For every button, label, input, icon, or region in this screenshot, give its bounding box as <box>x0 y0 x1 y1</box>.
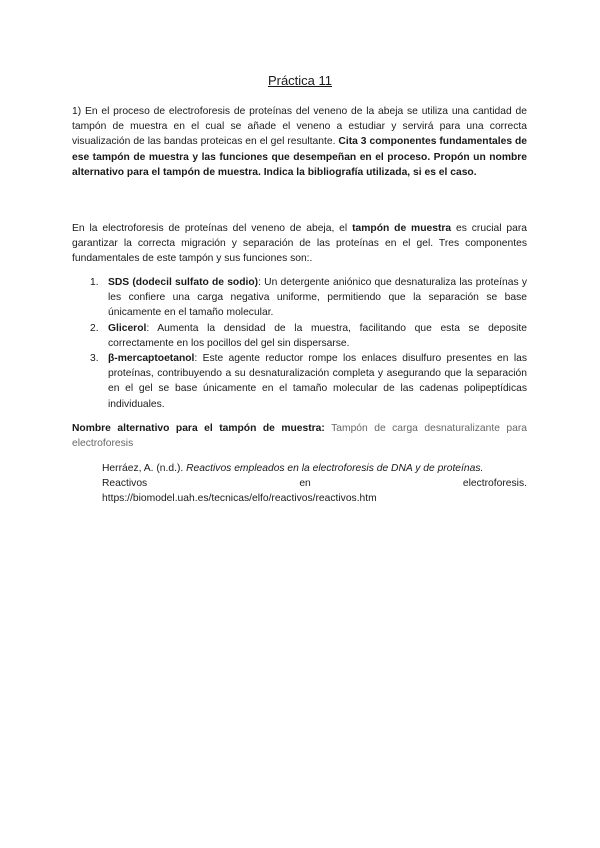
question-paragraph <box>72 104 527 180</box>
page-title: Práctica 11 <box>267 73 333 88</box>
reference-title: Reactivos empleados en la electroforesis de DNA y de proteínas. <box>186 463 484 474</box>
reference-word-1: Reactivos <box>102 478 148 490</box>
answer-intro-bold: tampón de muestra <box>352 223 452 234</box>
list-item-number: 1. <box>90 277 99 288</box>
reference-line-1 <box>102 461 527 476</box>
reference-url[interactable]: https://biomodel.uah.es/tecnicas/elfo/reactivos/reactivos.htm <box>102 493 377 505</box>
list-item <box>72 321 527 351</box>
component-description: : Este agente reductor rompe los enlaces disulfuro presentes en las proteínas, contribuyendo a su desnaturalización completa y asegurando que la separación en el gel se base únicamente en el tamaño molecular de las cadenas polipeptídicas individuales. <box>108 353 527 410</box>
reference-word-3: electroforesis. <box>462 478 527 490</box>
reference-word-2: en <box>299 478 311 490</box>
component-name: Glicerol <box>108 322 147 334</box>
answer-intro-paragraph <box>72 221 527 267</box>
answer-intro-part1: En la electroforesis de proteínas del veneno de abeja, el <box>72 223 353 234</box>
question-text: 1) En el proceso de electroforesis de proteínas del veneno de la abeja se utiliza una cantidad de tampón de muestra en el cual se añade el veneno a estudiar y servirá para una correcta visualización de las bandas proteicas en el gel resultante. <box>72 106 527 148</box>
component-name: SDS (dodecil sulfato de sodio) <box>108 277 259 288</box>
alternative-name-label: Nombre alternativo para el tampón de muestra: <box>72 423 325 434</box>
list-item-number: 3. <box>90 353 99 365</box>
component-description: : Un detergente aniónico que desnaturaliza las proteínas y les confiere una carga negativa uniforme, permitiendo que la separación se base únicamente en el tamaño molecular. <box>108 277 527 319</box>
list-item <box>72 351 527 412</box>
alternative-name-value: Tampón de carga desnaturalizante para electroforesis <box>72 423 527 450</box>
question-instructions: Cita 3 componentes fundamentales de ese tampón de muestra y las funciones que desempeñan en el proceso. Propón un nombre alternativo para el tampón de muestra. Indica la bibliografía utilizada, si es el caso. <box>72 136 528 178</box>
components-list <box>72 275 527 412</box>
bibliography-reference <box>102 461 527 507</box>
reference-author: Herráez, A. (n.d.). <box>102 463 187 474</box>
list-item-number: 2. <box>90 322 99 334</box>
reference-line-2 <box>102 476 527 491</box>
alternative-name-paragraph <box>72 421 527 451</box>
list-item <box>72 275 527 321</box>
component-name: β-mercaptoetanol <box>108 353 195 365</box>
answer-intro-part2: es crucial para garantizar la correcta migración y separación de las proteínas en el gel. Tres componentes fundamentales de este tampón y sus funciones son:. <box>72 223 528 265</box>
component-description: : Aumenta la densidad de la muestra, facilitando que esta se deposite correctamente en los pocillos del gel sin dispersarse. <box>108 322 527 349</box>
